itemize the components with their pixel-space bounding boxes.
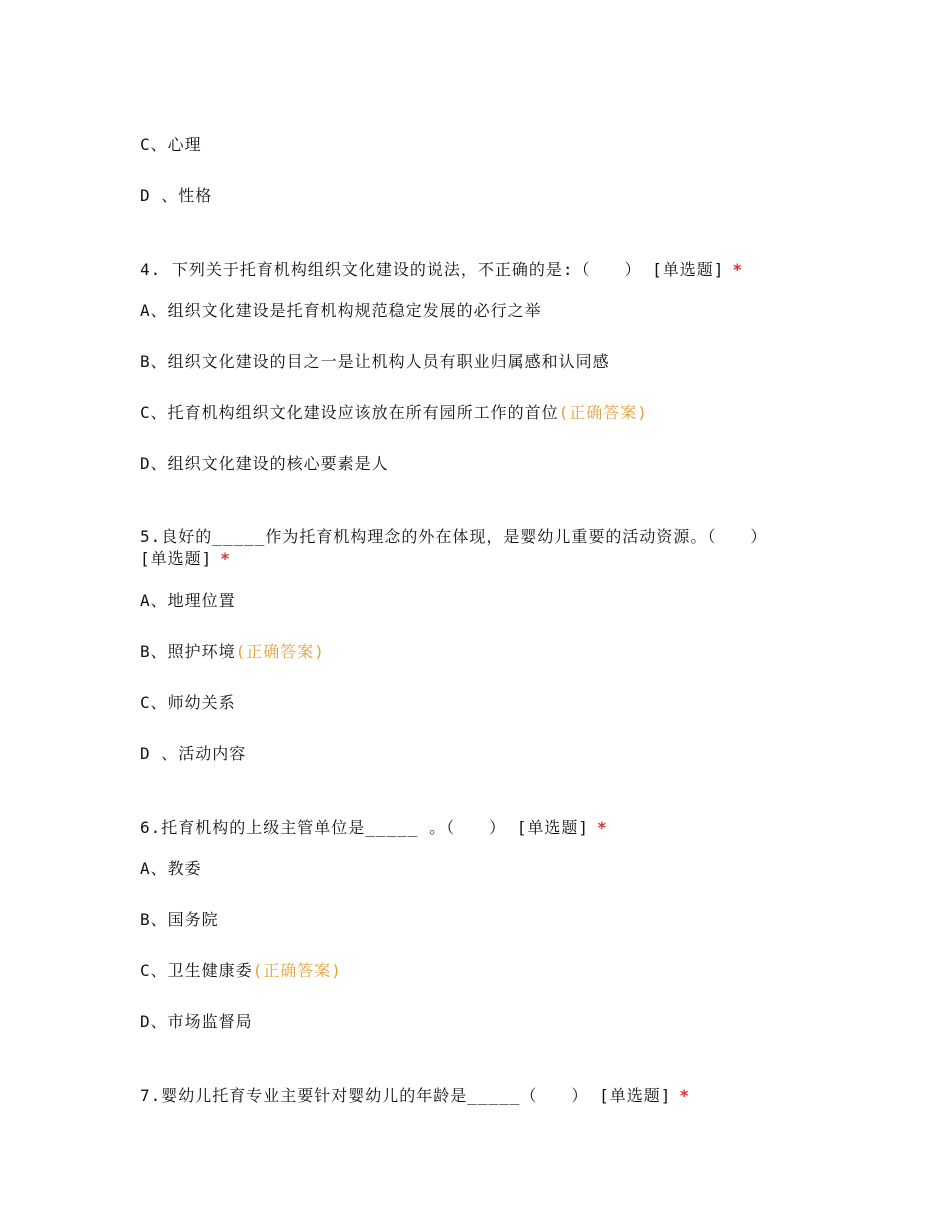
required-mark: * xyxy=(220,549,231,568)
question-4-option-d[interactable] xyxy=(140,453,389,475)
question-5-option-a[interactable] xyxy=(140,590,236,612)
option-text: B、照护环境 xyxy=(140,642,236,661)
question-6-option-c[interactable] xyxy=(140,960,342,982)
correct-answer-tag: (正确答案) xyxy=(252,961,342,980)
question-5-option-d[interactable] xyxy=(140,743,246,765)
option-text: D、组织文化建设的核心要素是人 xyxy=(140,454,389,473)
option-text: D 、性格 xyxy=(140,186,213,205)
question-type: [单选题] xyxy=(140,549,213,568)
question-6-option-b[interactable] xyxy=(140,909,219,931)
question-text: 5.良好的_____作为托育机构理念的外在体现，是婴幼儿重要的活动资源。（ ） xyxy=(140,527,768,546)
correct-answer-tag: (正确答案) xyxy=(235,642,325,661)
question-6-option-d[interactable] xyxy=(140,1011,253,1033)
option-text: B、国务院 xyxy=(140,910,219,929)
question-5-stem-line2 xyxy=(140,548,231,570)
required-mark: * xyxy=(732,260,744,279)
option-text: C、心理 xyxy=(140,135,202,154)
question-4-option-b[interactable] xyxy=(140,351,610,373)
question-5-option-c[interactable] xyxy=(140,692,236,714)
correct-answer-tag: (正确答案) xyxy=(558,403,648,422)
question-4-option-c[interactable] xyxy=(140,402,648,424)
option-text: C、师幼关系 xyxy=(140,693,236,712)
option-text: A、组织文化建设是托育机构规范稳定发展的必行之举 xyxy=(140,301,542,320)
option-text: A、地理位置 xyxy=(140,591,236,610)
question-text: 6.托育机构的上级主管单位是_____ 。（ ） [单选题] xyxy=(140,818,589,837)
question-text: 4. 下列关于托育机构组织文化建设的说法，不正确的是:（ ） [单选题] xyxy=(140,260,725,279)
question-4-option-a[interactable] xyxy=(140,300,542,322)
option-text: C、卫生健康委 xyxy=(140,961,253,980)
required-mark: * xyxy=(679,1086,690,1105)
required-mark: * xyxy=(596,818,608,837)
option-text: C、托育机构组织文化建设应该放在所有园所工作的首位 xyxy=(140,403,559,422)
option-text: B、组织文化建设的目之一是让机构人员有职业归属感和认同感 xyxy=(140,352,610,371)
option-c-prev[interactable] xyxy=(140,134,202,156)
question-5-stem xyxy=(140,526,767,548)
question-7-stem xyxy=(140,1085,690,1107)
question-4-stem xyxy=(140,259,743,281)
question-6-stem xyxy=(140,817,608,839)
option-text: A、教委 xyxy=(140,859,202,878)
option-d-prev[interactable] xyxy=(140,185,212,207)
option-text: D、市场监督局 xyxy=(140,1012,253,1031)
question-text: 7.婴幼儿托育专业主要针对婴幼儿的年龄是_____（ ） [单选题] xyxy=(140,1086,672,1105)
question-6-option-a[interactable] xyxy=(140,858,202,880)
option-text: D 、活动内容 xyxy=(140,744,247,763)
question-5-option-b[interactable] xyxy=(140,641,325,663)
